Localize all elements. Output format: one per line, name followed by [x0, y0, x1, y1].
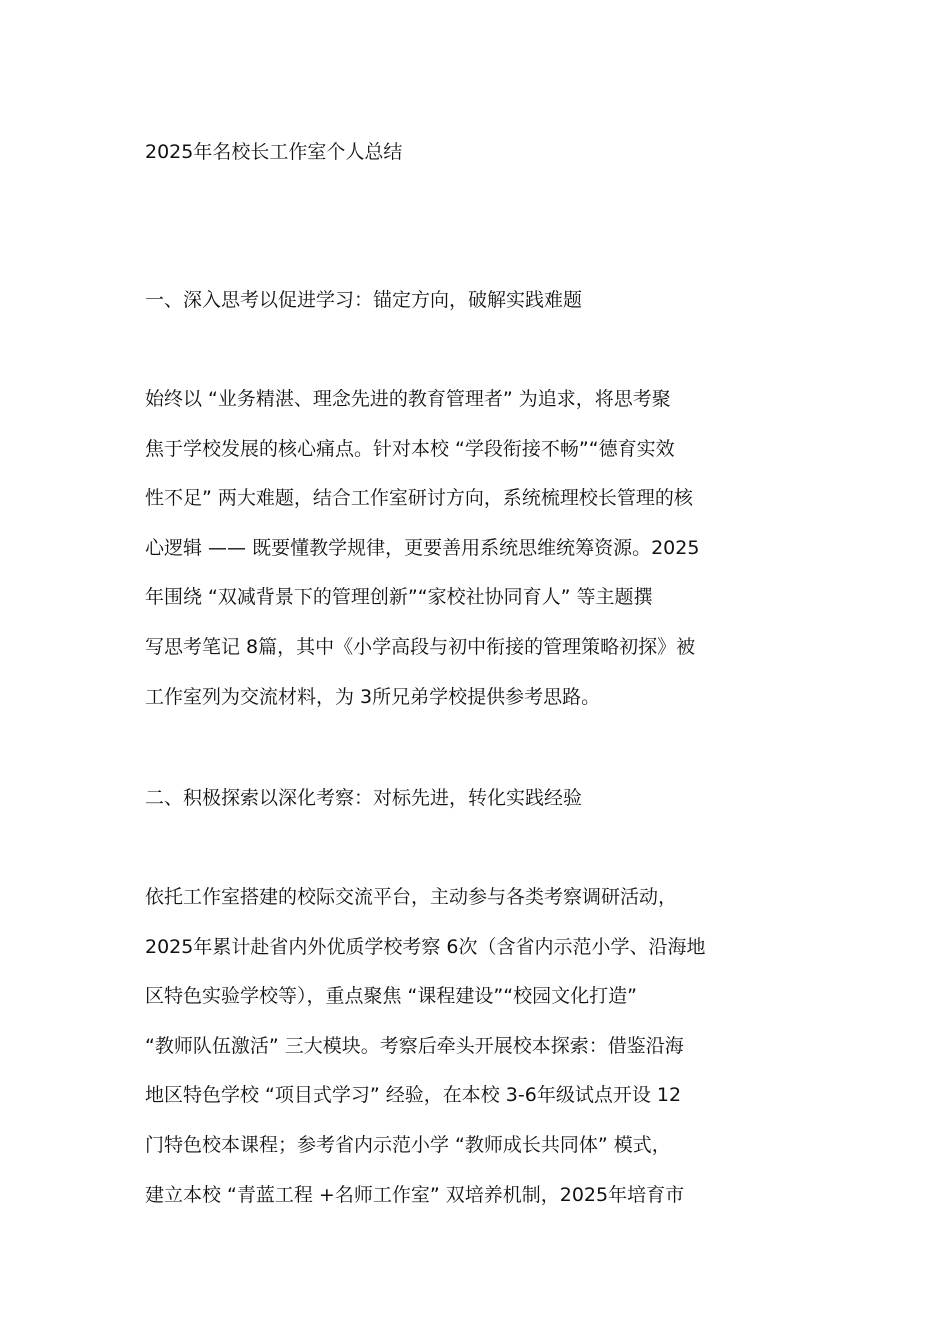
- paragraph-line: 性不足” 两大难题，结合工作室研讨方向，系统梳理校长管理的核: [145, 487, 693, 510]
- section-heading-1: 一、深入思考以促进学习：锚定方向，破解实践难题: [145, 289, 583, 311]
- paragraph-line: 年围绕 “双减背景下的管理创新”“家校社协同育人” 等主题撰: [145, 586, 653, 609]
- paragraph-line: 区特色实验学校等），重点聚焦 “课程建设”“校园文化打造”: [145, 985, 637, 1008]
- section-2-paragraph: [145, 884, 815, 1231]
- section-heading-2: 二、积极探索以深化考察：对标先进，转化实践经验: [145, 787, 583, 809]
- paragraph-line: 心逻辑 —— 既要懂教学规律，更要善用系统思维统筹资源。2025: [145, 536, 700, 559]
- section-1-paragraph: [145, 386, 815, 733]
- paragraph-line: 建立本校 “青蓝工程 +名师工作室” 双培养机制，2025年培育市: [145, 1183, 685, 1206]
- paragraph-line: 2025年累计赴省内外优质学校考察 6次（含省内示范小学、沿海地: [145, 935, 706, 958]
- paragraph-line: 工作室列为交流材料，为 3所兄弟学校提供参考思路。: [145, 685, 601, 708]
- paragraph-line: 始终以 “业务精湛、理念先进的教育管理者” 为追求，将思考聚: [145, 388, 671, 410]
- paragraph-line: 焦于学校发展的核心痛点。针对本校 “学段衔接不畅”“德育实效: [145, 437, 675, 460]
- paragraph-line: 地区特色学校 “项目式学习” 经验，在本校 3-6年级试点开设 12: [145, 1084, 682, 1107]
- paragraph-line: 写思考笔记 8篇，其中《小学高段与初中衔接的管理策略初探》被: [145, 635, 696, 658]
- paragraph-line: “教师队伍激活” 三大模块。考察后牵头开展校本探索：借鉴沿海: [145, 1034, 684, 1057]
- paragraph-line: 依托工作室搭建的校际交流平台，主动参与各类考察调研活动，: [145, 886, 678, 908]
- document-title: 2025年名校长工作室个人总结: [145, 141, 403, 163]
- paragraph-line: 门特色校本课程；参考省内示范小学 “教师成长共同体” 模式，: [145, 1133, 671, 1156]
